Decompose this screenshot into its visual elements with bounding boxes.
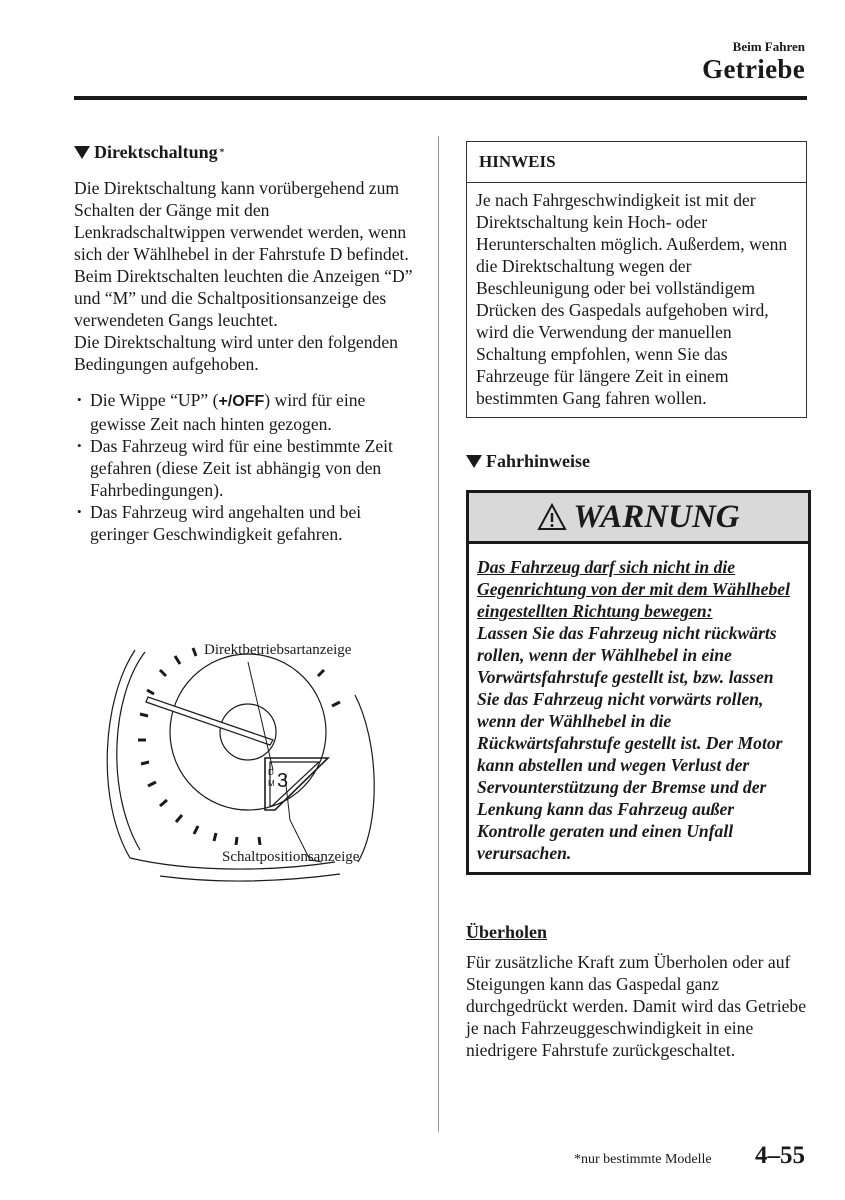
warning-headline: Das Fahrzeug darf sich nicht in die Gegenrichtung von der mit dem Wählhebel eingestellten Richtung bewegen: xyxy=(477,557,790,621)
section-heading-direktschaltung xyxy=(74,141,414,163)
page-number: 4–55 xyxy=(755,1142,805,1169)
footnote-mark: * xyxy=(219,147,225,157)
warning-header xyxy=(469,493,808,544)
indicator-m-text: M xyxy=(268,779,275,788)
warning-box xyxy=(466,490,811,875)
running-header-title: Getriebe xyxy=(702,54,805,84)
column-divider xyxy=(438,136,439,1132)
label-shift-position-indicator: Schaltpositionsanzeige xyxy=(222,849,360,865)
footnote: *nur bestimmte Modelle xyxy=(574,1152,712,1167)
paragraph-3: Die Direktschaltung wird unter den folgenden Bedingungen aufgehoben. xyxy=(74,332,398,374)
gear-number-text: 3 xyxy=(277,770,289,792)
header-rule xyxy=(74,96,807,100)
subheading-overtaking: Überholen xyxy=(466,922,547,942)
section-heading-fahrhinweise xyxy=(466,450,811,472)
note-box xyxy=(466,141,807,418)
warning-body xyxy=(469,544,808,872)
section-heading-text: Fahrhinweise xyxy=(486,451,591,471)
triangle-marker-icon xyxy=(466,455,482,468)
overtaking-paragraph: Für zusätzliche Kraft zum Überholen oder auf Steigungen kann das Gaspedal ganz durchgedrückt werden. Damit wird das Getriebe je nach Fahrzeuggeschwindigkeit in eine niedrigere Fahrstufe zurückgeschaltet. xyxy=(466,952,807,1060)
list-item: • Die Wippe “UP” (+/OFF) wird für eine gewisse Zeit nach hinten gezogen. xyxy=(74,389,414,435)
instrument-cluster-diagram xyxy=(100,640,400,890)
running-header-section: Beim Fahren xyxy=(732,39,805,54)
warning-triangle-icon xyxy=(537,503,567,531)
label-direct-mode-indicator: Direktbetriebsartanzeige xyxy=(204,642,352,658)
list-item: • Das Fahrzeug wird angehalten und bei geringer Geschwindigkeit gefahren. xyxy=(74,501,414,545)
paragraph-2: Beim Direktschalten leuchten die Anzeigen “D” und “M” und die Schaltpositionsanzeige des verwendeten Gangs leuchtet. xyxy=(74,266,413,330)
left-column xyxy=(74,141,414,545)
note-title: HINWEIS xyxy=(467,142,806,183)
note-text: Je nach Fahrgeschwindigkeit ist mit der Direktschaltung kein Hoch- oder Herunterschalten möglich. Außerdem, wenn die Direktschaltung wegen der Beschleunigung oder bei vollständigem Drücken des Gaspedals aufgehoben wird, wird die Verwendung der manuellen Schaltung empfohlen, wenn Sie das Fahrzeuge für längere Zeit in einem bestimmten Gang fahren wollen. xyxy=(476,190,788,408)
plus-off-key: +/OFF xyxy=(218,393,265,410)
condition-list xyxy=(74,389,414,545)
triangle-marker-icon xyxy=(74,146,90,159)
warning-title: WARNUNG xyxy=(573,499,740,535)
list-item: • Das Fahrzeug wird für eine bestimmte Zeit gefahren (diese Zeit ist abhängig von den Fahrbedingungen). xyxy=(74,435,414,501)
paragraph-1: Die Direktschaltung kann vorübergehend zum Schalten der Gänge mit den Lenkradschaltwippen verwendet werden, wenn sich der Wählhebel in der Fahrstufe D befindet. xyxy=(74,178,409,264)
warning-text: Lassen Sie das Fahrzeug nicht rückwärts rollen, wenn der Wählhebel in eine Vorwärtsfahrstufe gestellt ist, bzw. lassen Sie das Fahrzeug nicht vorwärts rollen, wenn der Wählhebel in die Rückwärtsfahrstufe gestellt ist. Der Motor kann abstellen und wegen Verlust der Servounterstützung der Bremse und der Lenkung kann das Fahrzeug außer Kontrolle geraten und einen Unfall verursachen. xyxy=(477,623,783,863)
indicator-d-text: D xyxy=(268,768,274,777)
right-column xyxy=(466,141,811,1061)
section-heading-text: Direktschaltung xyxy=(94,142,218,162)
